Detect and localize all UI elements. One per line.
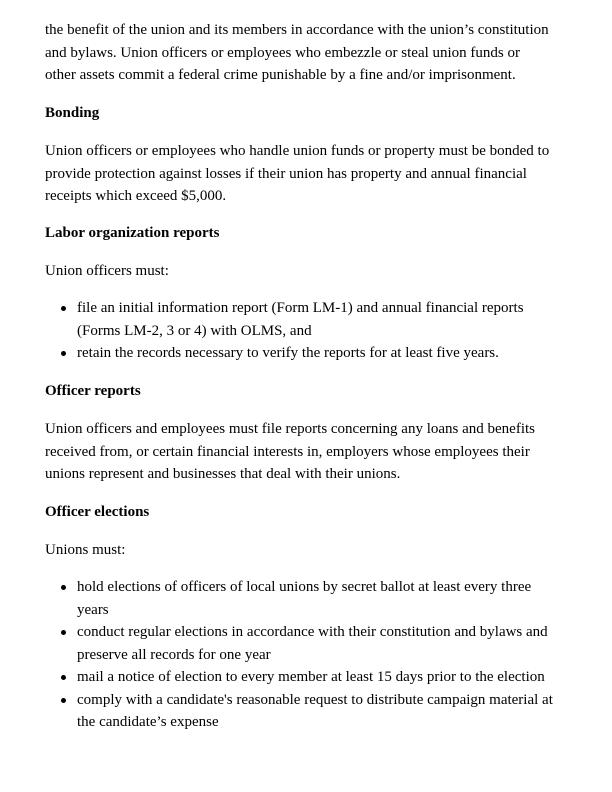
lead-text: Unions must: — [45, 542, 126, 558]
section-officer-reports — [45, 380, 575, 403]
text-line: Union officers and employees must file reports concerning any loans and benefits — [45, 421, 535, 437]
list-item — [45, 689, 575, 734]
text-line: hold elections of officers of local unions by secret ballot at least every three — [77, 579, 532, 595]
text-line: preserve all records for one year — [77, 646, 271, 663]
list-item — [45, 342, 575, 365]
intro-paragraph — [45, 19, 575, 87]
lead-text: Union officers must: — [45, 263, 169, 279]
text-line: other assets commit a federal crime punishable by a fine and/or imprisonment. — [45, 67, 516, 83]
section-labor-organization-reports — [45, 222, 575, 245]
text-line: conduct regular elections in accordance with their constitution and bylaws and — [77, 624, 548, 640]
text-line: comply with a candidate's reasonable request to distribute campaign material at — [77, 691, 553, 708]
bullet-icon — [61, 698, 66, 703]
bullet-icon — [61, 630, 66, 635]
section-officer-elections — [45, 501, 575, 524]
bullet-icon — [61, 675, 66, 680]
labor-reports-list — [45, 297, 575, 365]
text-line: (Forms LM-2, 3 or 4) with OLMS, and — [77, 322, 312, 339]
bullet-icon — [61, 306, 66, 311]
officer-elections-lead — [45, 539, 575, 562]
section-heading: Officer reports — [45, 383, 141, 399]
text-line: file an initial information report (Form LM-1) and annual financial reports — [77, 300, 524, 316]
list-item — [45, 297, 575, 342]
text-line: the benefit of the union and its members in accordance with the union’s constitution — [45, 22, 549, 38]
list-item — [45, 576, 575, 621]
bullet-icon — [61, 351, 66, 356]
officer-elections-list — [45, 576, 575, 734]
text-line: retain the records necessary to verify the reports for at least five years. — [77, 345, 499, 361]
bullet-icon — [61, 585, 66, 590]
section-heading: Officer elections — [45, 504, 150, 520]
text-line: received from, or certain financial interests in, employers whose employees their — [45, 443, 530, 460]
text-line: years — [77, 601, 109, 618]
text-line: mail a notice of election to every member at least 15 days prior to the election — [77, 669, 545, 685]
labor-reports-lead — [45, 260, 575, 283]
list-item — [45, 666, 575, 689]
text-line: unions represent and businesses that deal with their unions. — [45, 466, 401, 482]
text-line: the candidate’s expense — [77, 714, 219, 730]
list-item — [45, 621, 575, 666]
text-line: receipts which exceed $5,000. — [45, 188, 227, 204]
text-line: and bylaws. Union officers or employees who embezzle or steal union funds or — [45, 44, 521, 61]
text-line: Union officers or employees who handle union funds or property must be bonded to — [45, 143, 550, 159]
text-line: provide protection against losses if their union has property and annual financial — [45, 165, 527, 182]
bonding-paragraph — [45, 140, 575, 208]
section-heading: Bonding — [45, 105, 100, 121]
section-heading: Labor organization reports — [45, 225, 220, 241]
officer-reports-paragraph — [45, 418, 575, 486]
section-bonding — [45, 102, 575, 125]
